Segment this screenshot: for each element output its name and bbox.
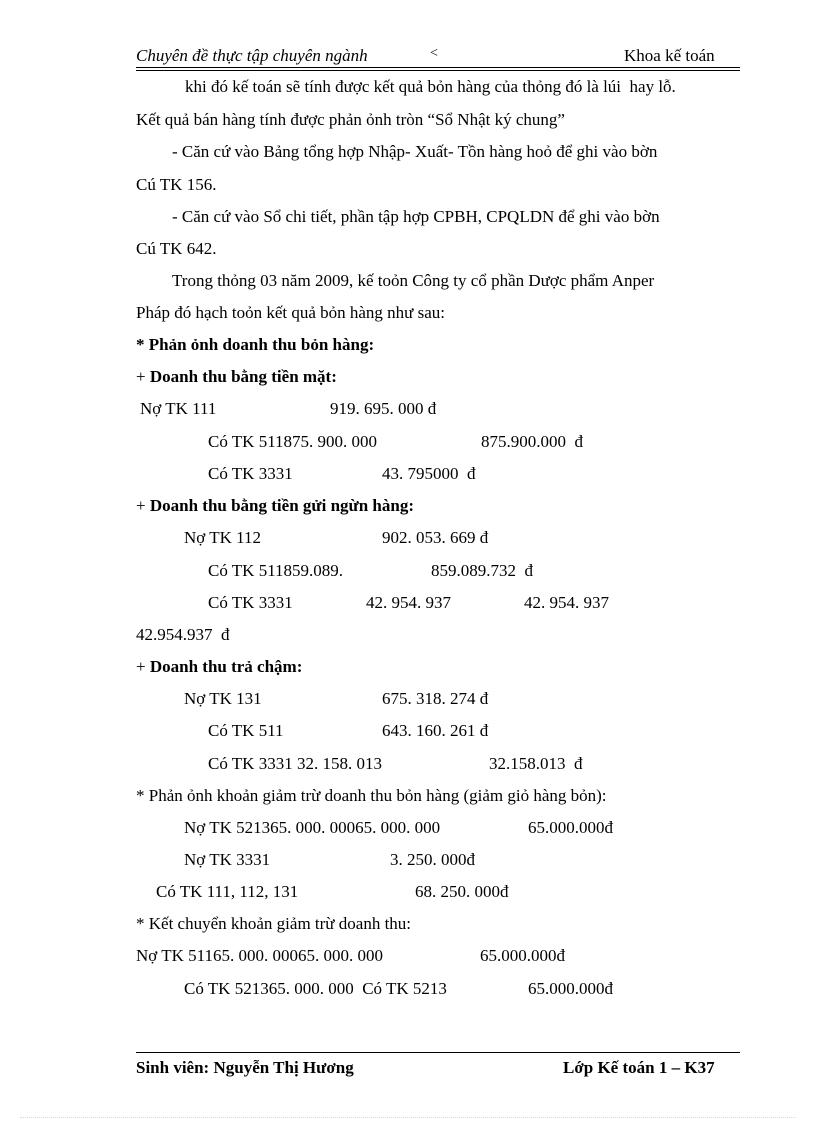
- body-line-7: Trong thỏng 03 năm 2009, kế toỏn Công ty cổ phần Dược phẩm Anper: [172, 271, 655, 290]
- section-heading-revenue: * Phản ỏnh doanh thu bỏn hàng:: [136, 335, 375, 354]
- entry-credit-521: Có TK 521365. 000. 000 Có TK 5213: [184, 979, 447, 998]
- entry-amount: 43. 795000 đ: [382, 464, 476, 483]
- entry-amount: 859.089.732 đ: [431, 561, 533, 580]
- header-rule-thin: [136, 70, 740, 71]
- entry-debit-111: Nợ TK 111: [140, 399, 217, 418]
- entry-amount: 875.900.000 đ: [481, 432, 583, 451]
- entry-amount: 65.000.000đ: [528, 818, 613, 837]
- entry-amount: 68. 250. 000đ: [415, 882, 509, 901]
- subheading-prefix: +: [136, 657, 150, 676]
- header-rule: [136, 67, 740, 68]
- entry-amount: 32.158.013 đ: [489, 754, 583, 773]
- section-heading-deductions: * Phản ỏnh khoản giảm trừ doanh thu bỏn hàng (giảm giỏ hàng bỏn):: [136, 786, 607, 805]
- entry-debit-131: Nợ TK 131: [184, 689, 262, 708]
- header-department: Khoa kế toán: [624, 46, 715, 65]
- subheading-cash: [136, 367, 337, 387]
- entry-amount: 919. 695. 000 đ: [330, 399, 437, 418]
- entry-amount: 902. 053. 669 đ: [382, 528, 489, 547]
- body-line-5: - Căn cứ vào Sổ chi tiết, phần tập hợp CPBH, CPQLDN để ghi vào bờn: [172, 207, 660, 226]
- footer-rule: [136, 1052, 740, 1053]
- body-line-3: - Căn cứ vào Bảng tổng hợp Nhập- Xuất- Tồn hàng hoỏ để ghi vào bờn: [172, 142, 658, 161]
- body-line-2: Kết quả bán hàng tính được phản ỏnh tròn “Sổ Nhật ký chung”: [136, 110, 565, 129]
- entry-amount: 42. 954. 937: [524, 593, 609, 612]
- entry-amount: 675. 318. 274 đ: [382, 689, 489, 708]
- footer-student: Sinh viên: Nguyễn Thị Hương: [136, 1058, 354, 1077]
- body-line-6: Cú TK 642.: [136, 239, 217, 258]
- entry-amount-wrap: 42.954.937 đ: [136, 625, 230, 644]
- body-line-8: Pháp đó hạch toỏn kết quả bỏn hàng như sau:: [136, 303, 446, 322]
- entry-credit-3331: Có TK 3331 32. 158. 013: [208, 754, 382, 773]
- footer-class: Lớp Kế toán 1 – K37: [563, 1058, 715, 1077]
- entry-debit-521: Nợ TK 521365. 000. 00065. 000. 000: [184, 818, 441, 837]
- entry-debit-511: Nợ TK 51165. 000. 00065. 000. 000: [136, 946, 383, 965]
- page-edge-dotted-line: [20, 1117, 796, 1118]
- body-line-1: khi đó kế toán sẽ tính được kết quả bỏn hàng của thỏng đó là lúi hay lỗ.: [185, 77, 676, 96]
- subheading-prefix: +: [136, 496, 150, 515]
- entry-credit-111: Có TK 111, 112, 131: [156, 882, 299, 901]
- entry-amount: 65.000.000đ: [528, 979, 613, 998]
- entry-credit-3331: Có TK 3331: [208, 464, 293, 483]
- subheading-text: Doanh thu bằng tiền mặt:: [149, 367, 337, 386]
- entry-credit-511: Có TK 511: [208, 721, 284, 740]
- entry-debit-112: Nợ TK 112: [184, 528, 261, 547]
- entry-credit-511: Có TK 511875. 900. 000: [208, 432, 378, 451]
- subheading-text: Doanh thu bằng tiền gửi ngừn hàng:: [149, 496, 414, 515]
- body-line-4: Cú TK 156.: [136, 175, 217, 194]
- header-mark: ˂: [430, 46, 438, 61]
- subheading-deferred: [136, 657, 302, 677]
- entry-debit-3331: Nợ TK 3331: [184, 850, 271, 869]
- section-heading-transfer: * Kết chuyển khoản giảm trừ doanh thu:: [136, 914, 412, 933]
- entry-credit-3331: Có TK 3331: [208, 593, 293, 612]
- entry-amount: 3. 250. 000đ: [390, 850, 475, 869]
- entry-amount: 65.000.000đ: [480, 946, 565, 965]
- subheading-bank: [136, 496, 414, 516]
- subheading-text: Doanh thu trả chậm:: [149, 657, 303, 676]
- entry-amount: 643. 160. 261 đ: [382, 721, 489, 740]
- subheading-prefix: +: [136, 367, 150, 386]
- entry-amount: 42. 954. 937: [366, 593, 451, 612]
- header-title: Chuyên đề thực tập chuyên ngành: [136, 46, 368, 65]
- entry-credit-511: Có TK 511859.089.: [208, 561, 344, 580]
